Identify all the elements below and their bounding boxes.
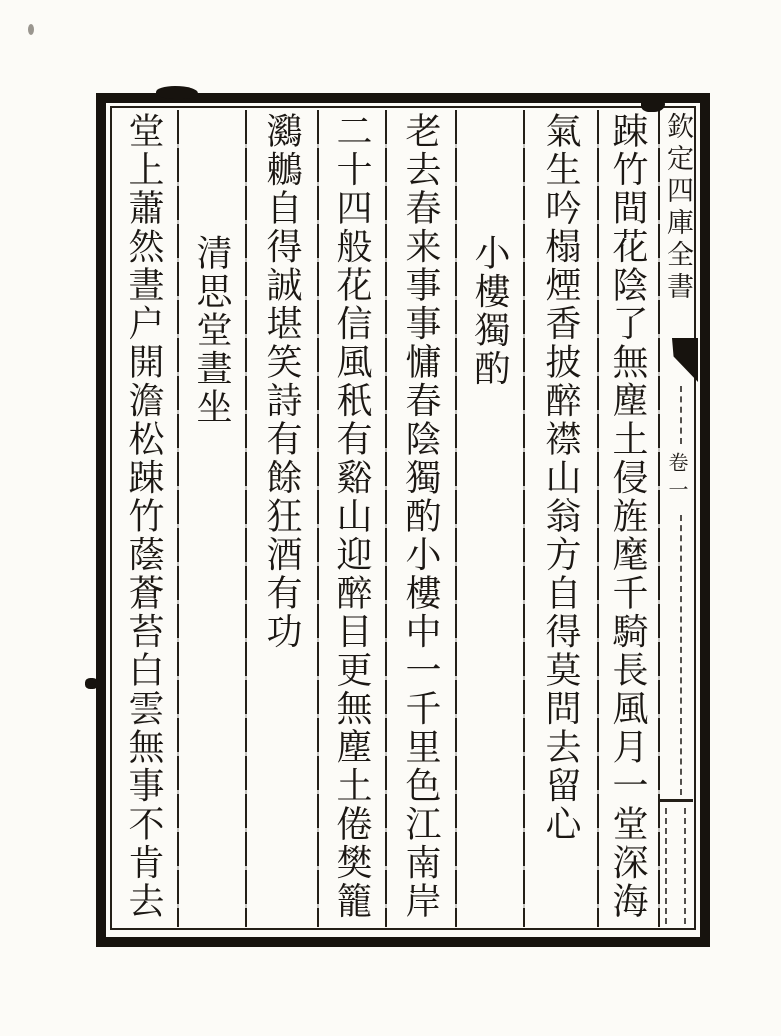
margin-fold-line: [680, 386, 682, 444]
text-column-1: 踈竹間花陰了無塵土侵旌麾千騎長風月一堂深海: [607, 112, 648, 921]
text-column-2: 氣生吟榻煙香披醉襟山翁方自得莫問去留心: [540, 112, 581, 844]
margin-fold-line: [680, 515, 682, 795]
margin-horizontal-rule: [659, 799, 693, 802]
poem-title-xiaolou-duzhuo: 小樓獨酌: [469, 234, 510, 388]
poem-title-qingsitang-zhouzuo: 清思堂晝坐: [191, 234, 232, 427]
text-column-6: 鸂鶒自得誠堪笑詩有餘狂酒有功: [261, 112, 302, 651]
text-column-5: 二十四般花信風秖有谿山迎醉目更無塵土倦樊籠: [331, 112, 372, 921]
margin-fold-line: [665, 808, 667, 924]
margin-fold-line: [684, 808, 686, 924]
ink-smudge: [598, 938, 626, 946]
ink-smudge: [28, 24, 34, 35]
text-column-8: 堂上蕭然晝户開澹松踈竹蔭蒼苔白雲無事不肯去: [123, 112, 164, 921]
ink-smudge: [641, 95, 665, 112]
book-title: 欽定四庫全書: [662, 112, 693, 304]
text-column-4: 老去春来事事慵春陰獨酌小樓中一千里色江南岸: [400, 112, 441, 921]
volume-label: 卷一: [665, 452, 689, 506]
ink-smudge: [85, 678, 98, 689]
ink-smudge: [156, 86, 198, 99]
